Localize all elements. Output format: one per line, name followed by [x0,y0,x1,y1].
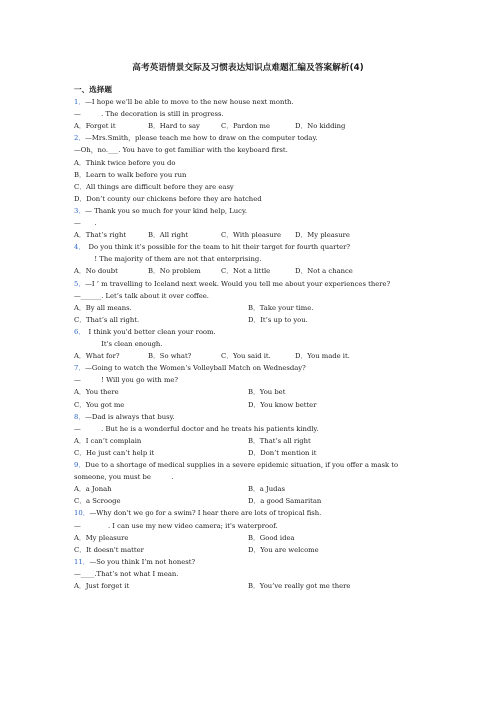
answer-option: C．With pleasure [221,231,282,240]
answer-option: D．Not a chance [295,267,353,276]
answer-option: A．What for? [74,352,120,361]
question-text [74,340,162,349]
answer-option: A．Think twice before you do [74,158,176,167]
question-text [74,509,321,518]
answer-option: B．That’s all right [248,436,311,445]
question-text [74,292,209,301]
question-text [74,522,278,531]
answer-option: B．No problem [148,267,201,276]
question-line: — . But he is a wonderful doctor and he treats his patients kindly. [74,424,319,433]
answer-option: C．All things are difficult before they are easy [74,182,234,191]
question-text [74,98,294,107]
question-number: 8． [74,412,86,421]
question-line: —____.That’s not what I mean. [74,569,179,578]
answer-option: D．a good Samaritan [248,497,322,506]
section-heading: 一、选择题 [74,85,112,94]
answer-option: D．You are welcome [248,545,319,554]
question-text [74,461,398,470]
question-line: —Why don't we go for a swim? I hear there are lots of tropical fish. [89,509,322,518]
question-number: 4． [74,243,82,252]
question-number: 5． [74,279,86,288]
answer-option: D．You made it. [295,352,350,361]
answer-option: C．He just can’t help it [74,448,155,457]
question-line: — ! Will you go with me? [74,376,179,385]
question-text [74,243,350,252]
answer-option: D．Don’t mention it [248,448,317,457]
answer-option: A．No doubt [74,267,118,276]
question-line: —______. Let’s talk about it over coffee. [74,291,209,300]
question-line: —Mrs.Smith，please teach me how to draw on the computer today. [85,134,318,143]
answer-option: A．That’s right [74,231,127,240]
answer-option: B．Take your time. [248,303,314,312]
answer-option: B．All right [148,231,189,240]
answer-option: B．Good idea [248,533,295,542]
answer-option: D．My pleasure [295,231,350,240]
question-text [74,413,175,422]
answer-option: B．Learn to walk before you run [74,170,187,179]
question-line: ! The majority of them are not that enterprising. [74,255,262,264]
question-text [74,255,261,264]
question-text [74,328,216,337]
answer-option: B．a Judas [248,485,285,494]
question-number: 1． [74,98,86,106]
answer-option: A．Forget it [74,122,116,131]
answer-option: C．You got me [74,400,125,409]
question-line: —I ’ m travelling to Iceland next week. Would you tell me about your experiences there? [85,279,391,288]
answer-option: C．You said it. [221,352,271,361]
answer-option: D．You know better [248,400,317,409]
question-line: —Going to watch the Women’s Volleyball Match on Wednesday? [85,364,306,373]
question-number: 2． [74,134,86,143]
question-line: It's clean enough. [74,340,163,348]
answer-option: C．Pardon me [221,122,271,131]
question-line: I think you'd better clean your room. [81,327,216,336]
answer-option: A．I can’t complain [74,436,142,445]
question-text [74,207,247,216]
answer-option: B．You bet [248,388,286,397]
answer-option: D．Don’t county our chickens before they are hatched [74,194,262,203]
answer-option: C．a Scrooge [74,497,121,506]
question-text [74,146,288,155]
answer-option: A．By all means. [74,303,132,312]
answer-option: B．Hard to say [148,122,200,131]
answer-option: A．Just forget it [74,582,130,590]
question-line: Due to a shortage of medical supplies in a severe epidemic situation, if you offer a mask to [85,461,399,469]
question-text [74,280,390,289]
answer-option: A．a Jonah [74,485,112,494]
answer-option: C．That’s all right. [74,315,140,324]
answer-option: D．It’s up to you. [248,315,308,324]
question-line: —I hope we’ll be able to move to the new house next month. [85,98,294,106]
question-number: 6． [74,327,82,336]
answer-option: A．You there [74,388,119,397]
question-line: —Oh，no.___. You have to get familiar with the keyboard first. [74,146,288,155]
answer-option: C．It doesn't matter [74,545,144,554]
question-text [74,558,195,567]
question-number: 7． [74,364,86,373]
answer-option: A．My pleasure [74,533,129,542]
question-line: —So you think I’m not honest? [89,557,196,566]
question-text [74,473,173,482]
question-line: — . [74,219,97,227]
question-text [74,376,178,385]
question-text [74,134,318,143]
question-text [74,425,319,434]
question-line: — Thank you so much for your kind help, Lucy. [85,206,248,215]
answer-option: B．You’ve really got me there [248,582,351,590]
question-line: —Dad is always that busy. [85,412,175,421]
question-line: someone, you must be . [74,473,174,482]
question-text [74,110,224,119]
question-line: — . I can use my new video camera; it's waterproof. [74,521,278,530]
question-number: 10． [74,509,90,518]
question-text [74,570,178,579]
answer-option: C．Not a little [221,267,271,276]
question-number: 3． [74,206,86,215]
question-number: 11． [74,557,90,566]
question-line: — . The decoration is still in progress. [74,110,224,119]
answer-option: D．No kidding [295,122,346,131]
answer-option: B．So what? [148,352,192,361]
question-number: 9． [74,461,86,469]
question-line: Do you think it’s possible for the team to hit their target for fourth quarter? [81,243,351,252]
document-title: 高考英语情景交际及习惯表达知识点难题汇编及答案解析(4) [132,63,364,73]
question-text [74,364,306,373]
question-text [74,219,97,228]
